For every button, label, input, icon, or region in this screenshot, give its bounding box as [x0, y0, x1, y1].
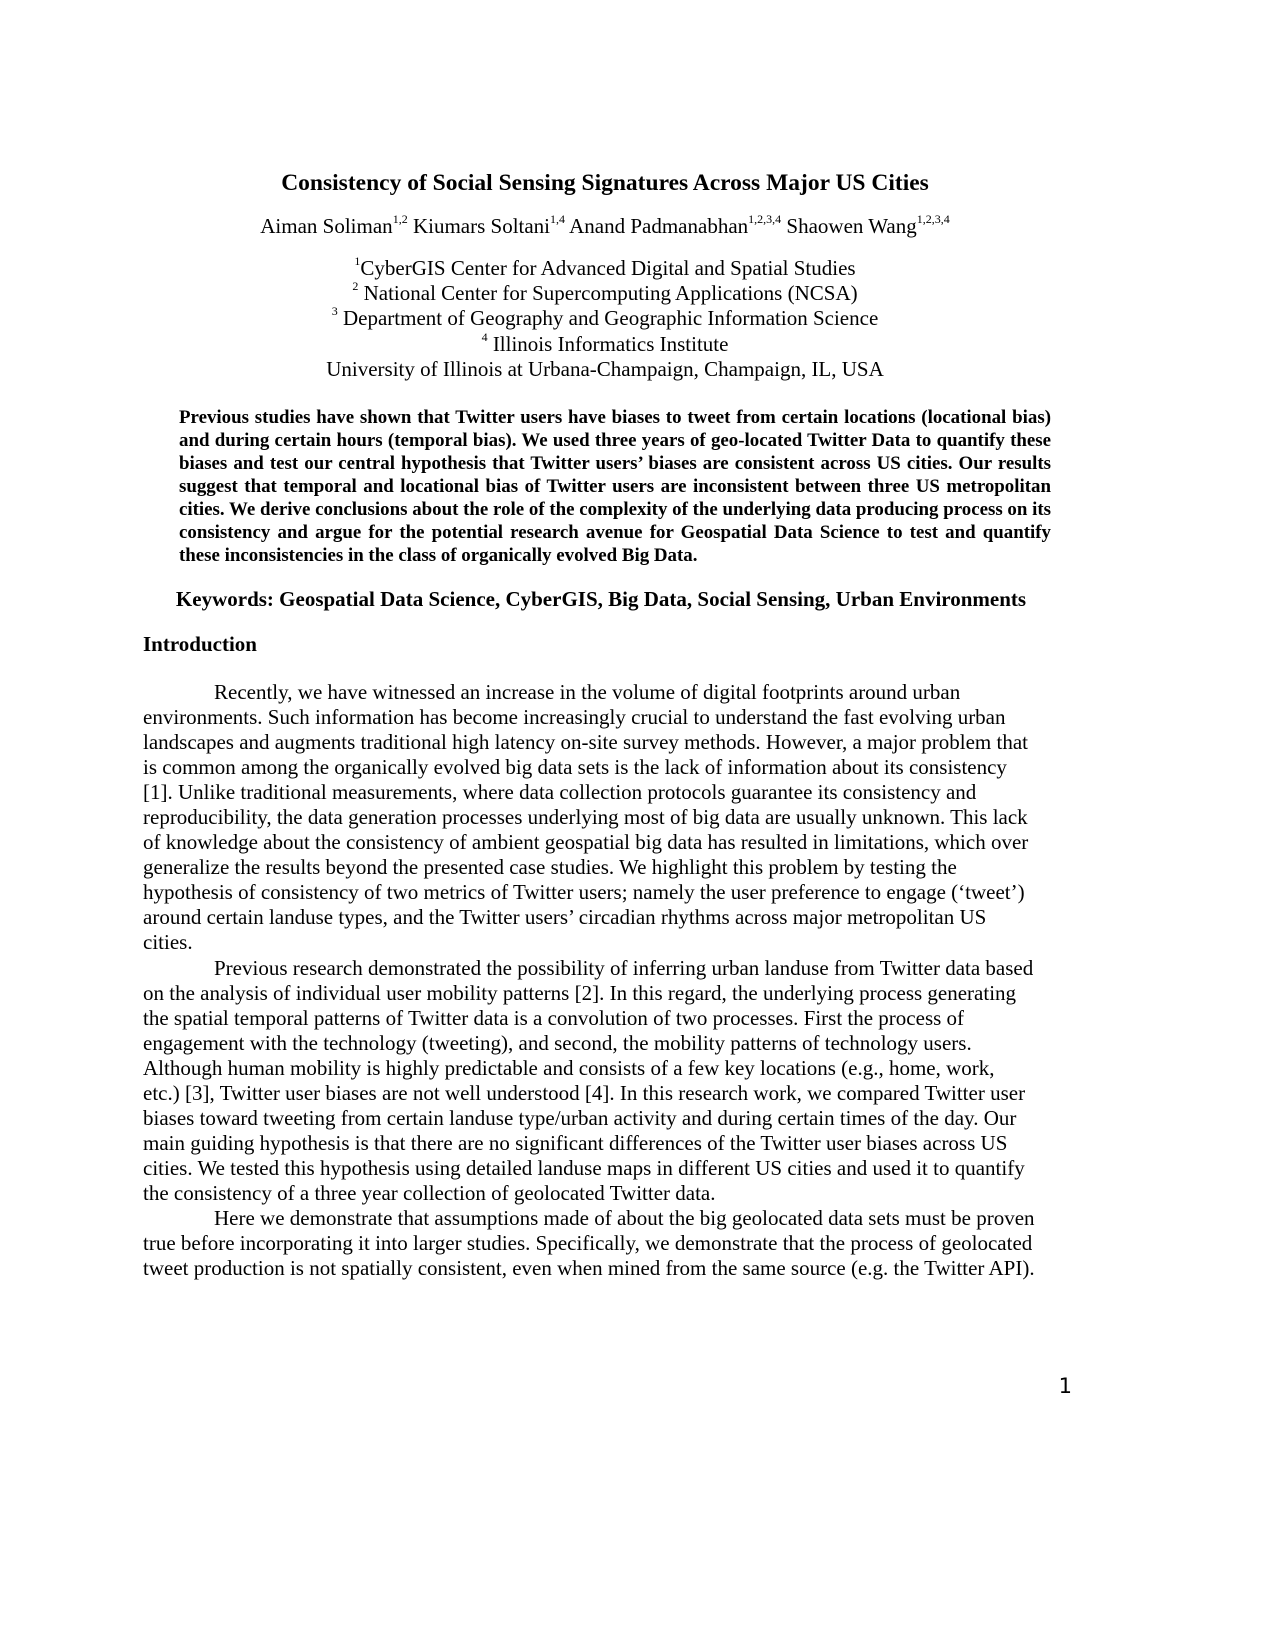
introduction-body	[143, 680, 1068, 1281]
text-line: engagement with the technology (tweeting), and second, the mobility patterns of technology users.	[143, 1030, 972, 1055]
abstract: Previous studies have shown that Twitter users have biases to tweet from certain locations (locational bias) and during certain hours (temporal bias). We used three years of geo-located Twitter Data to quantify these biases and test our central hypothesis that Twitter users’ biases are consistent across US cities. Our results suggest that temporal and locational bias of Twitter users are inconsistent between three US metropolitan cities. We derive conclusions about the role of the complexity of the underlying data producing process on its consistency and argue for the potential research avenue for Geospatial Data Science to test and quantify these inconsistencies in the class of organically evolved Big Data.	[179, 407, 1051, 566]
text-line: of knowledge about the consistency of ambient geospatial big data has resulted in limitations, which over	[143, 830, 1029, 855]
author-affiliation-marks: 1,4	[550, 212, 566, 226]
affiliation-mark: 4	[481, 329, 488, 344]
affiliation-text: National Center for Supercomputing Applications (NCSA)	[363, 281, 858, 306]
paragraph	[143, 1206, 1068, 1281]
text-line: cities. We tested this hypothesis using detailed landuse maps in different US cities and used it to quantify	[143, 1155, 1025, 1180]
page-number: 1	[1058, 1374, 1072, 1398]
text-line: environments. Such information has become increasingly crucial to understand the fast evolving urban	[143, 705, 1006, 730]
text-line: reproducibility, the data generation processes underlying most of big data are usually unknown. This lack	[143, 805, 1028, 830]
affiliation-line	[0, 256, 1210, 281]
affiliation-mark: 1	[354, 254, 361, 268]
text-line: landscapes and augments traditional high latency on-site survey methods. However, a major problem that	[143, 730, 1028, 755]
author-name: Anand Padmanabhan	[569, 214, 749, 238]
text-line: etc.) [3], Twitter user biases are not well understood [4]. In this research work, we compared Twitter user	[143, 1080, 1026, 1105]
affiliation-list	[0, 256, 1210, 382]
text-line: generalize the results beyond the presented case studies. We highlight this problem by testing the	[143, 855, 957, 880]
author-name: Shaowen Wang	[786, 214, 917, 238]
text-line: Recently, we have witnessed an increase in the volume of digital footprints around urban	[214, 680, 961, 704]
text-line: around certain landuse types, and the Twitter users’ circadian rhythms across major metropolitan US	[143, 905, 987, 930]
text-line: is common among the organically evolved big data sets is the lack of information about its consistency	[143, 755, 1007, 780]
text-line: true before incorporating it into larger studies. Specifically, we demonstrate that the process of geolocated	[143, 1231, 1033, 1256]
affiliation-text: Illinois Informatics Institute	[492, 331, 729, 356]
author-affiliation-marks: 1,2,3,4	[916, 212, 950, 226]
affiliation-text: Department of Geography and Geographic Information Science	[342, 306, 879, 331]
text-line: the spatial temporal patterns of Twitter data is a convolution of two processes. First the process of	[143, 1005, 965, 1030]
text-line: Here we demonstrate that assumptions made of about the big geolocated data sets must be proven	[214, 1205, 1035, 1230]
affiliation-line	[0, 306, 1210, 331]
author-affiliation-marks: 1,2,3,4	[748, 212, 782, 226]
text-line: Although human mobility is highly predictable and consists of a few key locations (e.g., home, work,	[143, 1055, 995, 1080]
affiliation-line	[0, 329, 1210, 357]
affiliation-line	[0, 357, 1210, 382]
author-name: Kiumars Soltani	[412, 214, 551, 238]
text-line: tweet production is not spatially consistent, even when mined from the same source (e.g. the Twitter API).	[143, 1256, 1035, 1281]
section-heading: Introduction	[143, 632, 257, 656]
text-line: on the analysis of individual user mobility patterns [2]. In this regard, the underlying process generating	[143, 980, 1017, 1005]
text-line: Previous research demonstrated the possibility of inferring urban landuse from Twitter data based	[214, 955, 1034, 980]
affiliation-text: University of Illinois at Urbana-Champaign, Champaign, IL, USA	[326, 356, 884, 381]
text-line: biases toward tweeting from certain landuse type/urban activity and during certain times of the day. Our	[143, 1105, 1017, 1130]
author-affiliation-marks: 1,2	[392, 212, 408, 226]
paper-title: Consistency of Social Sensing Signatures Across Major US Cities	[281, 170, 929, 196]
text-line: the consistency of a three year collection of geolocated Twitter data.	[143, 1180, 716, 1205]
text-line: hypothesis of consistency of two metrics of Twitter users; namely the user preference to engage (‘tweet’)	[143, 880, 1025, 905]
text-line: cities.	[143, 930, 193, 955]
affiliation-text: CyberGIS Center for Advanced Digital and Spatial Studies	[360, 256, 856, 280]
paragraph	[143, 956, 1068, 1206]
author-name: Aiman Soliman	[260, 214, 393, 238]
author-list	[0, 211, 1210, 241]
text-line: main guiding hypothesis is that there are no significant differences of the Twitter user biases across US	[143, 1130, 1008, 1155]
affiliation-mark: 3	[331, 304, 338, 319]
affiliation-line	[0, 281, 1210, 306]
paragraph	[143, 680, 1068, 956]
keywords: Keywords: Geospatial Data Science, CyberGIS, Big Data, Social Sensing, Urban Environments	[175, 587, 1027, 611]
text-line: [1]. Unlike traditional measurements, where data collection protocols guarantee its consistency and	[143, 780, 977, 805]
affiliation-mark: 2	[352, 279, 359, 294]
